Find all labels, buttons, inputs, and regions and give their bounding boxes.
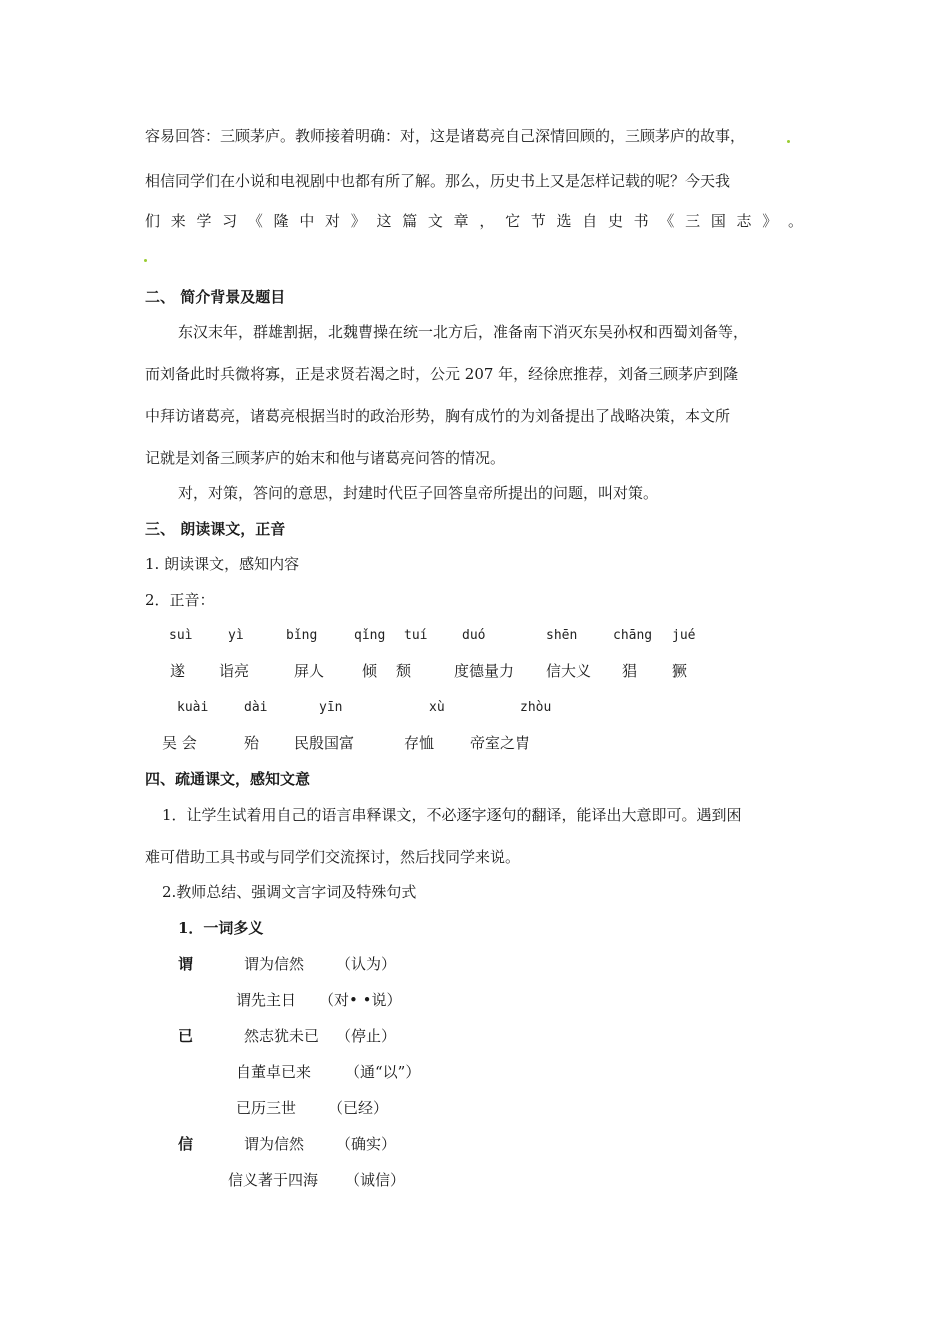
background-paragraph-line: 中拜访诸葛亮，诸葛亮根据当时的政治形势，胸有成竹的为刘备提出了战略决策，本文所 (145, 407, 731, 425)
pinyin: yīn (319, 700, 343, 715)
char: 三 (685, 212, 701, 230)
example-text: 谓为信然 (244, 955, 305, 973)
section-heading-comprehension: 四、疏通课文，感知文意 (145, 770, 311, 788)
example-text: 自董卓已来 (236, 1063, 312, 1081)
word: 獗 (672, 662, 688, 680)
reading-item-2: 2．正音： (145, 591, 215, 609)
char: 学 (196, 212, 212, 230)
char: 它 (505, 212, 521, 230)
word: 猖 (622, 662, 638, 680)
word: 信大义 (546, 662, 592, 680)
char: 节 (530, 212, 546, 230)
polysemy-char: 已 (178, 1027, 194, 1045)
pinyin: tuí (404, 628, 428, 643)
char: 自 (582, 212, 598, 230)
word: 帝室之胄 (470, 734, 531, 752)
word: 颓 (396, 662, 412, 680)
char: 章 (453, 212, 469, 230)
background-paragraph-line: 记就是刘备三顾茅庐的始末和他与诸葛亮问答的情况。 (145, 449, 506, 467)
marker-dot (787, 140, 790, 143)
char: 》 (762, 212, 778, 230)
word: 屏人 (294, 662, 325, 680)
char: 文 (427, 212, 443, 230)
pinyin: chāng (613, 628, 653, 643)
char: 习 (222, 212, 238, 230)
char: 国 (710, 212, 726, 230)
pinyin: bǐng (286, 628, 318, 643)
comprehension-item-1-cont: 难可借助工具书或与同学们交流探讨，然后找同学来说。 (145, 848, 521, 866)
title-explanation: 对，对策，答问的意思，封建时代臣子回答皇帝所提出的问题，叫对策。 (178, 484, 659, 502)
background-paragraph-line: 而刘备此时兵微将寡，正是求贤若渴之时，公元 207 年，经徐庶推荐，刘备三顾茅庐到隆 (145, 365, 739, 383)
char: 这 (376, 212, 392, 230)
example-text: 然志犹未已 (244, 1027, 320, 1045)
char: 们 (145, 212, 161, 230)
polysemy-heading: 1．一词多义 (178, 919, 264, 937)
intro-line-3 (145, 211, 803, 231)
word: 倾 (362, 662, 378, 680)
example-gloss: （停止） (336, 1027, 397, 1045)
pinyin: shēn (546, 628, 578, 643)
comprehension-item-1: 1．让学生试着用自己的语言串释课文，不必逐字逐句的翻译，能译出大意即可。遇到困 (162, 806, 742, 824)
example-gloss: （已经） (328, 1099, 389, 1117)
char: 选 (556, 212, 572, 230)
example-gloss: （通“以”） (345, 1063, 421, 1081)
char: 史 (607, 212, 623, 230)
char: 》 (350, 212, 366, 230)
pinyin: jué (672, 628, 696, 643)
example-text: 已历三世 (236, 1099, 297, 1117)
polysemy-char: 谓 (178, 955, 194, 973)
example-text: 谓为信然 (244, 1135, 305, 1153)
word: 遂 (170, 662, 186, 680)
word: 吴 会 (162, 734, 197, 752)
intro-line-1: 容易回答：三顾茅庐。教师接着明确：对，这是诸葛亮自己深情回顾的，三顾茅庐的故事， (145, 127, 746, 145)
word: 民殷国富 (294, 734, 355, 752)
example-text: 谓先主日 (236, 991, 297, 1009)
pinyin: duó (462, 628, 486, 643)
example-text: 信义著于四海 (228, 1171, 319, 1189)
pinyin: yì (228, 628, 244, 643)
pinyin: qǐng (354, 628, 386, 643)
word: 存恤 (404, 734, 435, 752)
char: 对 (325, 212, 341, 230)
reading-item-1: 1. 朗读课文，感知内容 (145, 555, 300, 573)
pinyin: dài (244, 700, 268, 715)
word: 殆 (244, 734, 260, 752)
char: 。 (787, 212, 803, 230)
char: ， (479, 212, 495, 230)
char: 隆 (273, 212, 289, 230)
example-gloss: （诚信） (345, 1171, 406, 1189)
char: 书 (633, 212, 649, 230)
pinyin: zhòu (520, 700, 552, 715)
comprehension-item-2: 2.教师总结、强调文言字词及特殊句式 (162, 883, 417, 901)
marker-dot (144, 259, 147, 262)
pinyin: suì (169, 628, 193, 643)
pinyin: kuài (177, 700, 209, 715)
char: 篇 (402, 212, 418, 230)
example-gloss: （对• •说） (319, 991, 402, 1009)
polysemy-char: 信 (178, 1135, 194, 1153)
word: 度德量力 (454, 662, 515, 680)
char: 来 (170, 212, 186, 230)
char: 《 (659, 212, 675, 230)
section-heading-reading: 三、 朗读课文，正音 (145, 520, 286, 538)
word: 诣亮 (219, 662, 250, 680)
example-gloss: （确实） (336, 1135, 397, 1153)
char: 志 (736, 212, 752, 230)
background-paragraph-line: 东汉末年，群雄割据，北魏曹操在统一北方后，准备南下消灭东吴孙权和西蜀刘备等， (178, 323, 749, 341)
char: 《 (247, 212, 263, 230)
section-heading-background: 二、 简介背景及题目 (145, 288, 286, 306)
pinyin: xù (429, 700, 445, 715)
example-gloss: （认为） (336, 955, 397, 973)
char: 中 (299, 212, 315, 230)
intro-line-2: 相信同学们在小说和电视剧中也都有所了解。那么，历史书上又是怎样记载的呢？今天我 (145, 172, 731, 190)
